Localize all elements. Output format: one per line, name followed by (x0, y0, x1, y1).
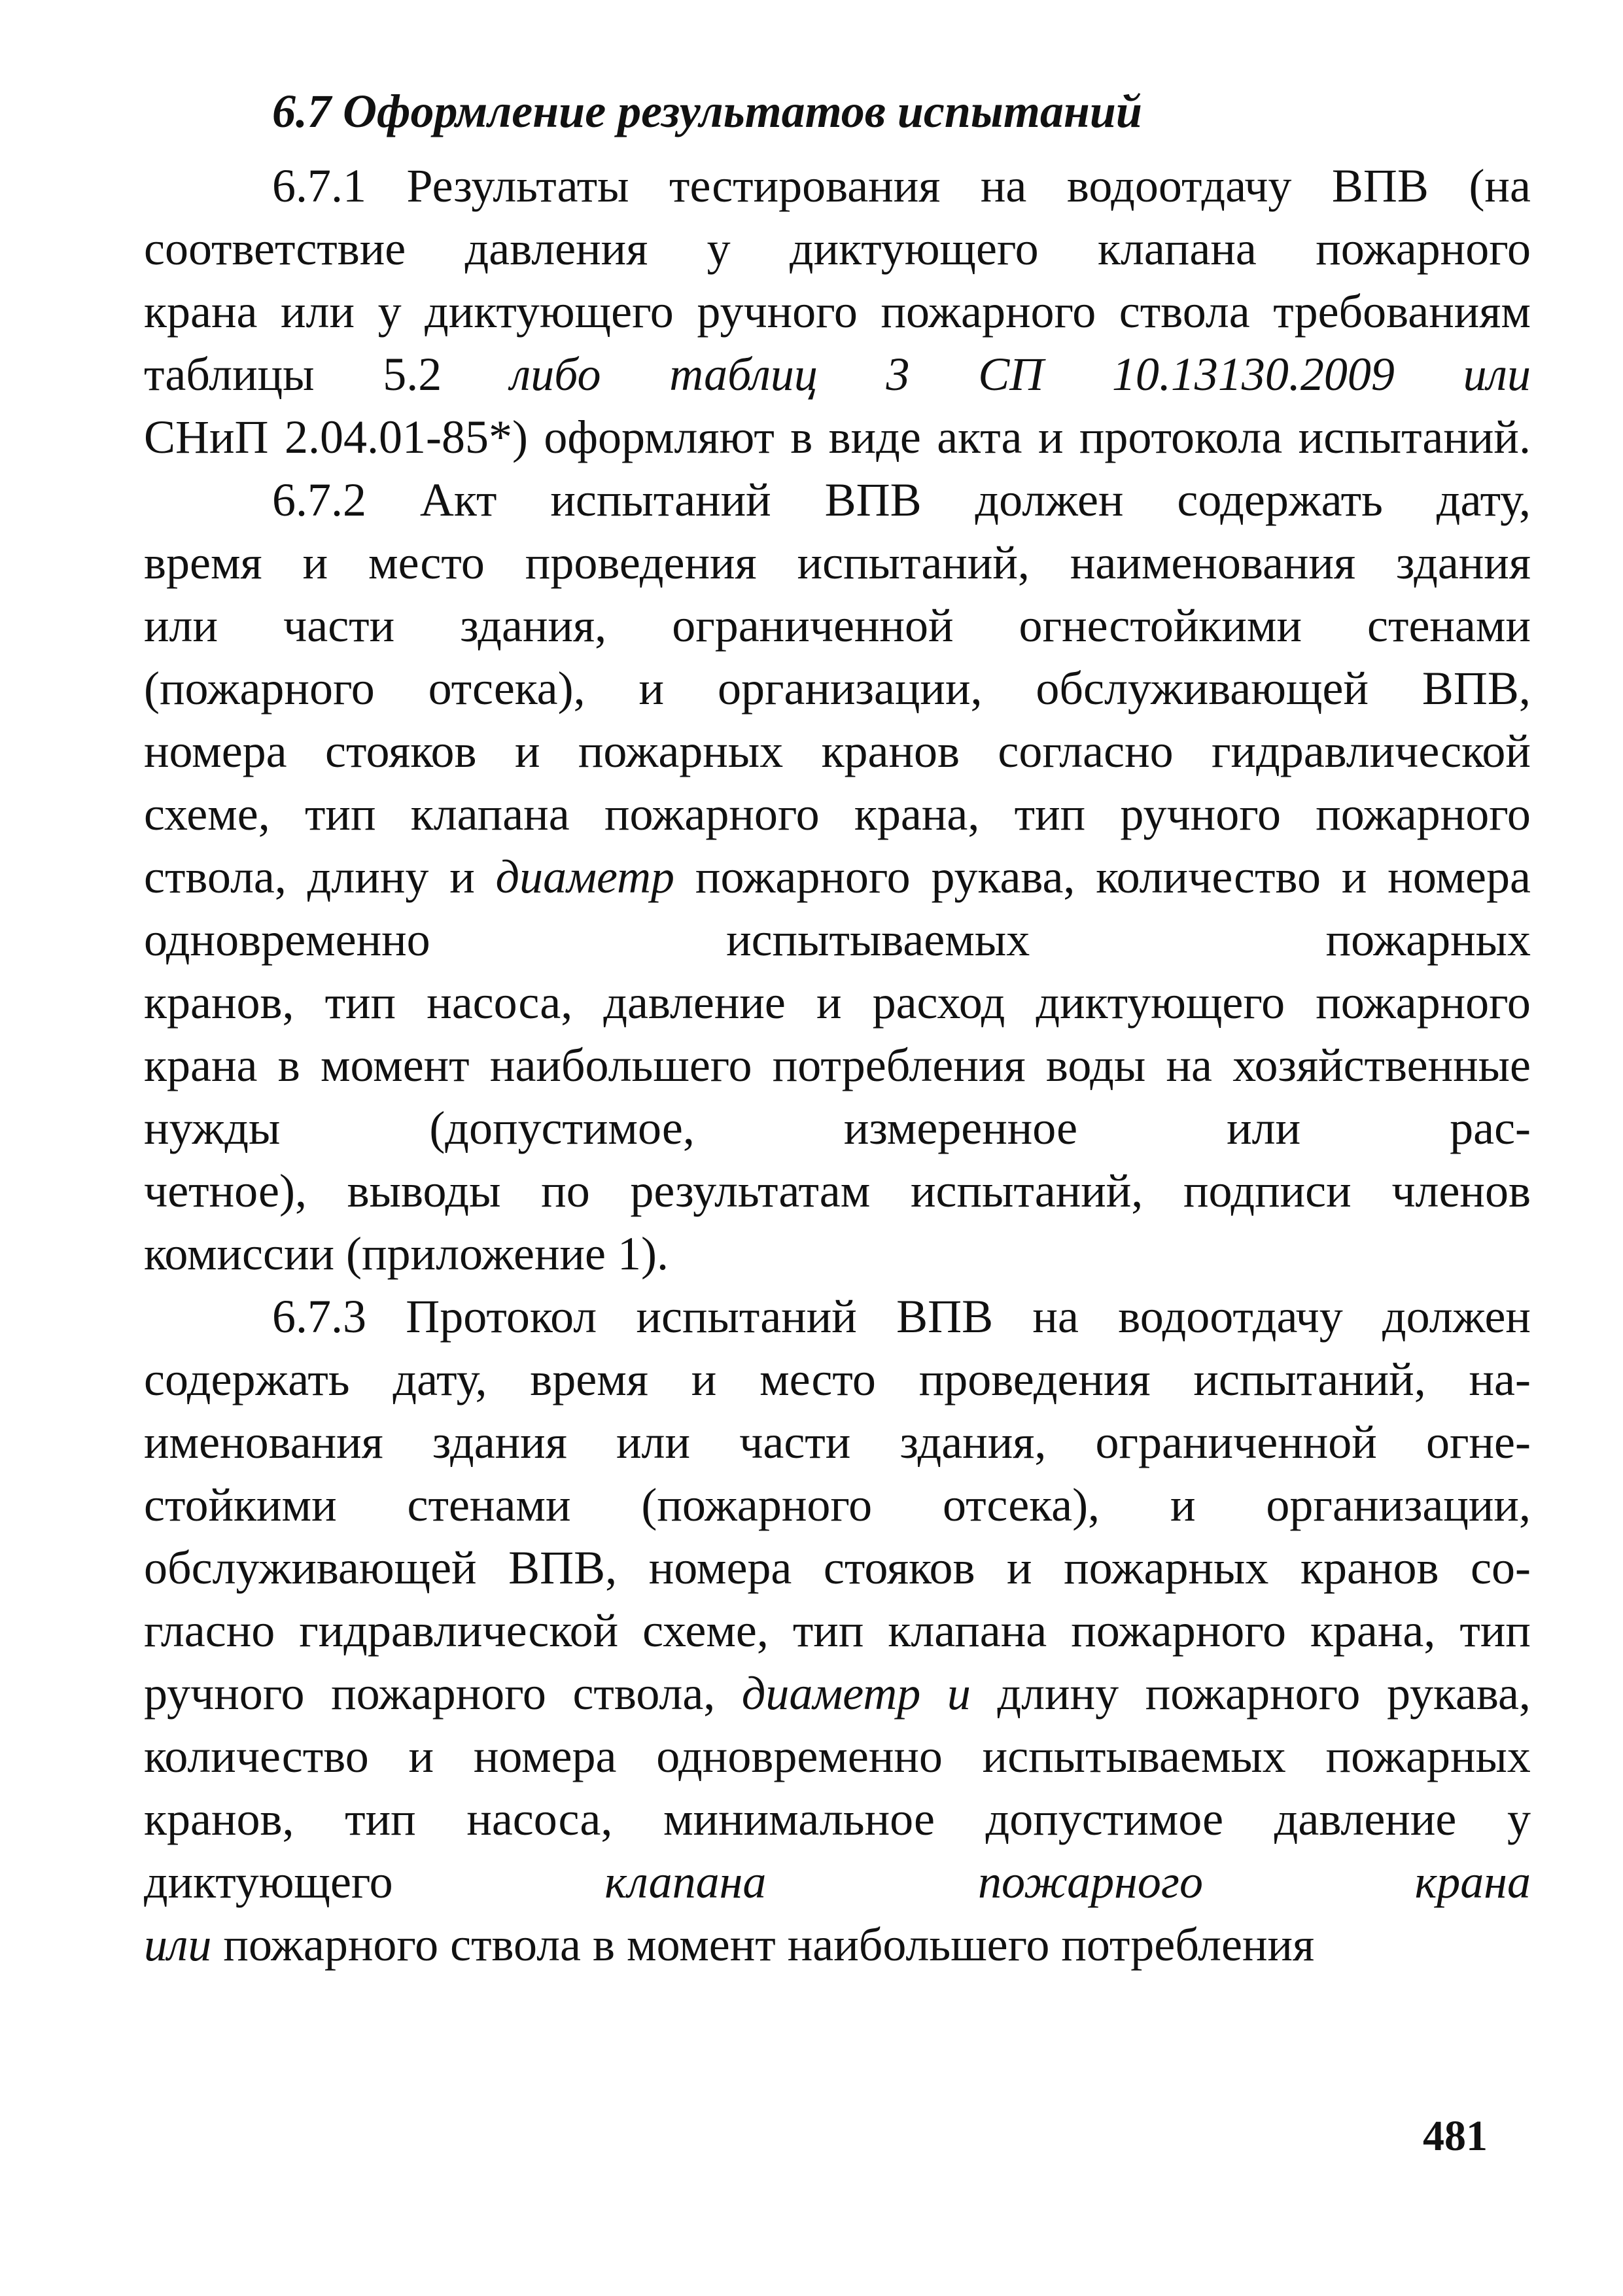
word: части (739, 1416, 851, 1468)
word: испытываемых (726, 913, 1030, 966)
word: диктующего (144, 1856, 393, 1908)
word: наибольшего (787, 1918, 1050, 1971)
word: в (790, 411, 813, 463)
word: ствола, (572, 1667, 716, 1720)
word: ВПВ (1331, 160, 1429, 212)
word: рукава, (931, 851, 1075, 903)
word: стояков (325, 725, 477, 777)
word: испытаний (636, 1290, 857, 1343)
word: организации, (1266, 1479, 1531, 1531)
word-italic: либо (510, 348, 601, 400)
word: членов (1391, 1165, 1531, 1217)
text-line (144, 280, 1531, 343)
text-line (144, 1474, 1531, 1536)
word: пожарных (1325, 1730, 1531, 1782)
word: номера (1387, 851, 1531, 903)
text-line (144, 657, 1531, 720)
word: крана, (1310, 1604, 1436, 1657)
word: испытаний, (1193, 1353, 1426, 1405)
word: пожарных (578, 725, 784, 777)
word: пожарного (223, 1918, 439, 1971)
text-line (144, 343, 1531, 406)
word: в (277, 1039, 300, 1091)
word: ВПВ (824, 474, 922, 526)
word: выводы (347, 1165, 501, 1217)
word: количество (144, 1730, 369, 1782)
word: время (144, 537, 262, 589)
word: отсека), (943, 1479, 1100, 1531)
word-italic: пожарного (977, 1856, 1203, 1908)
word-italic: и (947, 1667, 971, 1720)
word: отсека), (428, 662, 585, 715)
word: ограниченной (672, 599, 954, 652)
word: рукава, (1387, 1667, 1531, 1720)
word: 6.7.1 (272, 160, 366, 212)
text-line (144, 1097, 1531, 1159)
word: и (638, 662, 665, 715)
word: (пожарного (641, 1479, 873, 1531)
word: требованиям (1273, 285, 1531, 338)
word: и (1341, 851, 1367, 903)
word: давление (603, 976, 786, 1029)
text-line (144, 531, 1531, 594)
text-line (144, 971, 1531, 1034)
word: испытаний (550, 474, 771, 526)
word: клапана (888, 1604, 1047, 1657)
word: одновременно (144, 913, 430, 966)
word: одновременно (656, 1730, 943, 1782)
word: ВПВ, (1422, 662, 1531, 715)
word: Протокол (406, 1290, 597, 1343)
word: водоотдачу (1118, 1290, 1343, 1343)
word: кранов, (144, 1793, 294, 1845)
word: допустимое (985, 1793, 1224, 1845)
word: тип (304, 788, 376, 840)
word: ручного (697, 285, 858, 338)
word: СНиП (144, 411, 269, 463)
text-line (144, 1285, 1531, 1348)
word: длину (307, 851, 429, 903)
word: и (1038, 411, 1064, 463)
word: измеренное (843, 1102, 1078, 1154)
word: схеме, (642, 1604, 769, 1657)
word: 6.7.2 (272, 474, 366, 526)
word: комиссии (144, 1227, 335, 1280)
word: обслуживающей (1036, 662, 1369, 715)
word: дату, (393, 1353, 487, 1405)
word-italic: диаметр (495, 851, 675, 903)
word-italic: диаметр (741, 1667, 921, 1720)
word: минимальное (663, 1793, 935, 1845)
word: Результаты (406, 160, 629, 212)
word: у (377, 285, 402, 338)
word: крана (144, 285, 258, 338)
word: диктующего (1036, 976, 1285, 1029)
word: клапана (410, 788, 570, 840)
text-line (144, 1850, 1531, 1913)
word: дату, (1436, 474, 1531, 526)
word: пожарного (1071, 1604, 1286, 1657)
word: 2.04.01-85*) (284, 411, 528, 463)
word: пожарного (1316, 976, 1531, 1029)
word: наибольшего (489, 1039, 752, 1091)
word: потребления (772, 1039, 1026, 1091)
word: хозяйственные (1232, 1039, 1531, 1091)
word: пожарного (331, 1667, 546, 1720)
word: нужды (144, 1102, 281, 1154)
word: воды (1045, 1039, 1146, 1091)
word: диктующего (425, 285, 674, 338)
word: виде (828, 411, 921, 463)
paragraph-6-7-1 (144, 154, 1531, 468)
word: и (1007, 1542, 1032, 1594)
word: пожарного (881, 285, 1096, 338)
word: здания, (899, 1416, 1047, 1468)
word: и (1170, 1479, 1196, 1531)
word: гидравлической (299, 1604, 619, 1657)
page-content (144, 72, 1531, 1976)
word: ручного (1120, 788, 1281, 840)
word: 5.2 (383, 348, 442, 400)
word: согласно (998, 725, 1174, 777)
text-line (144, 1222, 1531, 1285)
text-line (144, 1725, 1531, 1788)
word: крана (144, 1039, 258, 1091)
text-line (144, 908, 1531, 971)
word: (допустимое, (429, 1102, 695, 1154)
word: стенами (407, 1479, 571, 1531)
word: соответствие (144, 222, 406, 275)
text-line (144, 594, 1531, 657)
word: место (368, 537, 485, 589)
paragraph-6-7-3 (144, 1285, 1531, 1976)
word: водоотдачу (1066, 160, 1292, 212)
paragraph-6-7-2 (144, 468, 1531, 1285)
word: (приложение (346, 1227, 606, 1280)
word: крана, (854, 788, 980, 840)
word: или (281, 285, 355, 338)
word: на (980, 160, 1027, 212)
word: (на (1469, 160, 1531, 212)
word: организации, (717, 662, 983, 715)
text-line (144, 1411, 1531, 1474)
section-heading: 6.7 Оформление результатов испытаний (272, 85, 1142, 137)
word: и (514, 725, 540, 777)
word: кранов (1300, 1542, 1439, 1594)
word: тип (1014, 788, 1086, 840)
word: давление (1274, 1793, 1457, 1845)
word: оформляют (544, 411, 775, 463)
word: результатам (630, 1165, 871, 1217)
text-line (144, 1536, 1531, 1599)
word: у (707, 222, 731, 275)
word: время (530, 1353, 648, 1405)
word: или (144, 599, 218, 652)
text-line (144, 1348, 1531, 1411)
text-line (144, 406, 1531, 468)
word: кранов (821, 725, 960, 777)
word: пожарного (604, 788, 820, 840)
text-line (144, 720, 1531, 783)
word: в (593, 1918, 615, 1971)
word: ВПВ (896, 1290, 994, 1343)
text-line (144, 468, 1531, 531)
word: стенами (1367, 599, 1531, 652)
word: количество (1096, 851, 1321, 903)
word: (пожарного (144, 662, 375, 715)
word: потребления (1061, 1918, 1315, 1971)
word: части (283, 599, 395, 652)
word: огнестойкими (1019, 599, 1302, 652)
word: пожарного (1316, 788, 1531, 840)
word: или (616, 1416, 690, 1468)
word: по (541, 1165, 590, 1217)
word: ВПВ, (508, 1542, 618, 1594)
word: номера (648, 1542, 792, 1594)
word: расход (872, 976, 1005, 1029)
word: пожарных (1325, 913, 1531, 966)
text-line (144, 217, 1531, 280)
word: и (408, 1730, 434, 1782)
word: обслуживающей (144, 1542, 477, 1594)
word: ствола (450, 1918, 581, 1971)
word: на (1166, 1039, 1212, 1091)
word: кранов, (144, 976, 294, 1029)
word: акта (937, 411, 1022, 463)
word-italic: или (1463, 348, 1531, 400)
word: и (302, 537, 328, 589)
word: и (449, 851, 475, 903)
text-line (144, 1599, 1531, 1662)
word: тип (1459, 1604, 1531, 1657)
word: именования (144, 1416, 383, 1468)
word: момент (320, 1039, 470, 1091)
word: схеме, (144, 788, 270, 840)
word: гидравлической (1212, 725, 1531, 777)
word: должен (975, 474, 1124, 526)
word: место (759, 1353, 876, 1405)
word: ствола (1119, 285, 1250, 338)
word: ручного (144, 1667, 305, 1720)
word: тестирования (669, 160, 941, 212)
word: и (691, 1353, 717, 1405)
word: номера (144, 725, 287, 777)
word: или (1227, 1102, 1301, 1154)
word: содержать (144, 1353, 350, 1405)
word: пожарного (695, 851, 911, 903)
word: испытываемых (982, 1730, 1286, 1782)
word-italic: 3 (886, 348, 910, 400)
word: насоса, (427, 976, 573, 1029)
word: таблицы (144, 348, 315, 400)
word: содержать (1177, 474, 1383, 526)
word-italic: таблиц (669, 348, 818, 400)
word: гласно (144, 1604, 275, 1657)
word: пожарного (1145, 1667, 1361, 1720)
word: протокола (1079, 411, 1283, 463)
word: Акт (419, 474, 497, 526)
word: четное), (144, 1165, 307, 1217)
word: на (1032, 1290, 1079, 1343)
word: испытаний, (911, 1165, 1143, 1217)
word: должен (1382, 1290, 1531, 1343)
word: стойкими (144, 1479, 337, 1531)
text-line (144, 1788, 1531, 1850)
word-italic: 10.13130.2009 (1111, 348, 1395, 400)
word: огне- (1425, 1416, 1531, 1468)
word: 1). (617, 1227, 669, 1280)
word-italic: клапана (604, 1856, 767, 1908)
word: испытаний, (797, 537, 1030, 589)
word: со- (1471, 1542, 1531, 1594)
text-line (144, 783, 1531, 845)
word: здания, (460, 599, 607, 652)
word: стояков (823, 1542, 975, 1594)
text-line (144, 845, 1531, 908)
word: испытаний. (1298, 411, 1531, 463)
word: момент (627, 1918, 776, 1971)
word: давления (464, 222, 648, 275)
word: здания (432, 1416, 567, 1468)
word: пожарных (1064, 1542, 1269, 1594)
text-line (144, 1034, 1531, 1097)
word: ствола, (144, 851, 287, 903)
page-number: 481 (1423, 2112, 1488, 2160)
word: наименования (1070, 537, 1356, 589)
word: у (1507, 1793, 1531, 1845)
word: длину (997, 1667, 1119, 1720)
word: проведения (525, 537, 757, 589)
word: насоса, (466, 1793, 613, 1845)
word-italic: или (144, 1918, 212, 1971)
word: и (816, 976, 842, 1029)
text-line (144, 1913, 1531, 1976)
word: проведения (918, 1353, 1151, 1405)
word-italic: крана (1414, 1856, 1531, 1908)
word: диктующего (790, 222, 1039, 275)
word: здания (1396, 537, 1531, 589)
text-line (144, 1159, 1531, 1222)
word: тип (324, 976, 396, 1029)
word: рас- (1450, 1102, 1531, 1154)
word-italic: СП (978, 348, 1044, 400)
word: 6.7.3 (272, 1290, 366, 1343)
word: номера (473, 1730, 617, 1782)
word: тип (792, 1604, 864, 1657)
word: пожарного (1316, 222, 1531, 275)
word: подписи (1183, 1165, 1352, 1217)
word: тип (345, 1793, 416, 1845)
text-line (144, 154, 1531, 217)
word: ограниченной (1095, 1416, 1377, 1468)
word: клапана (1097, 222, 1257, 275)
text-line (144, 1662, 1531, 1725)
word: на- (1469, 1353, 1531, 1405)
